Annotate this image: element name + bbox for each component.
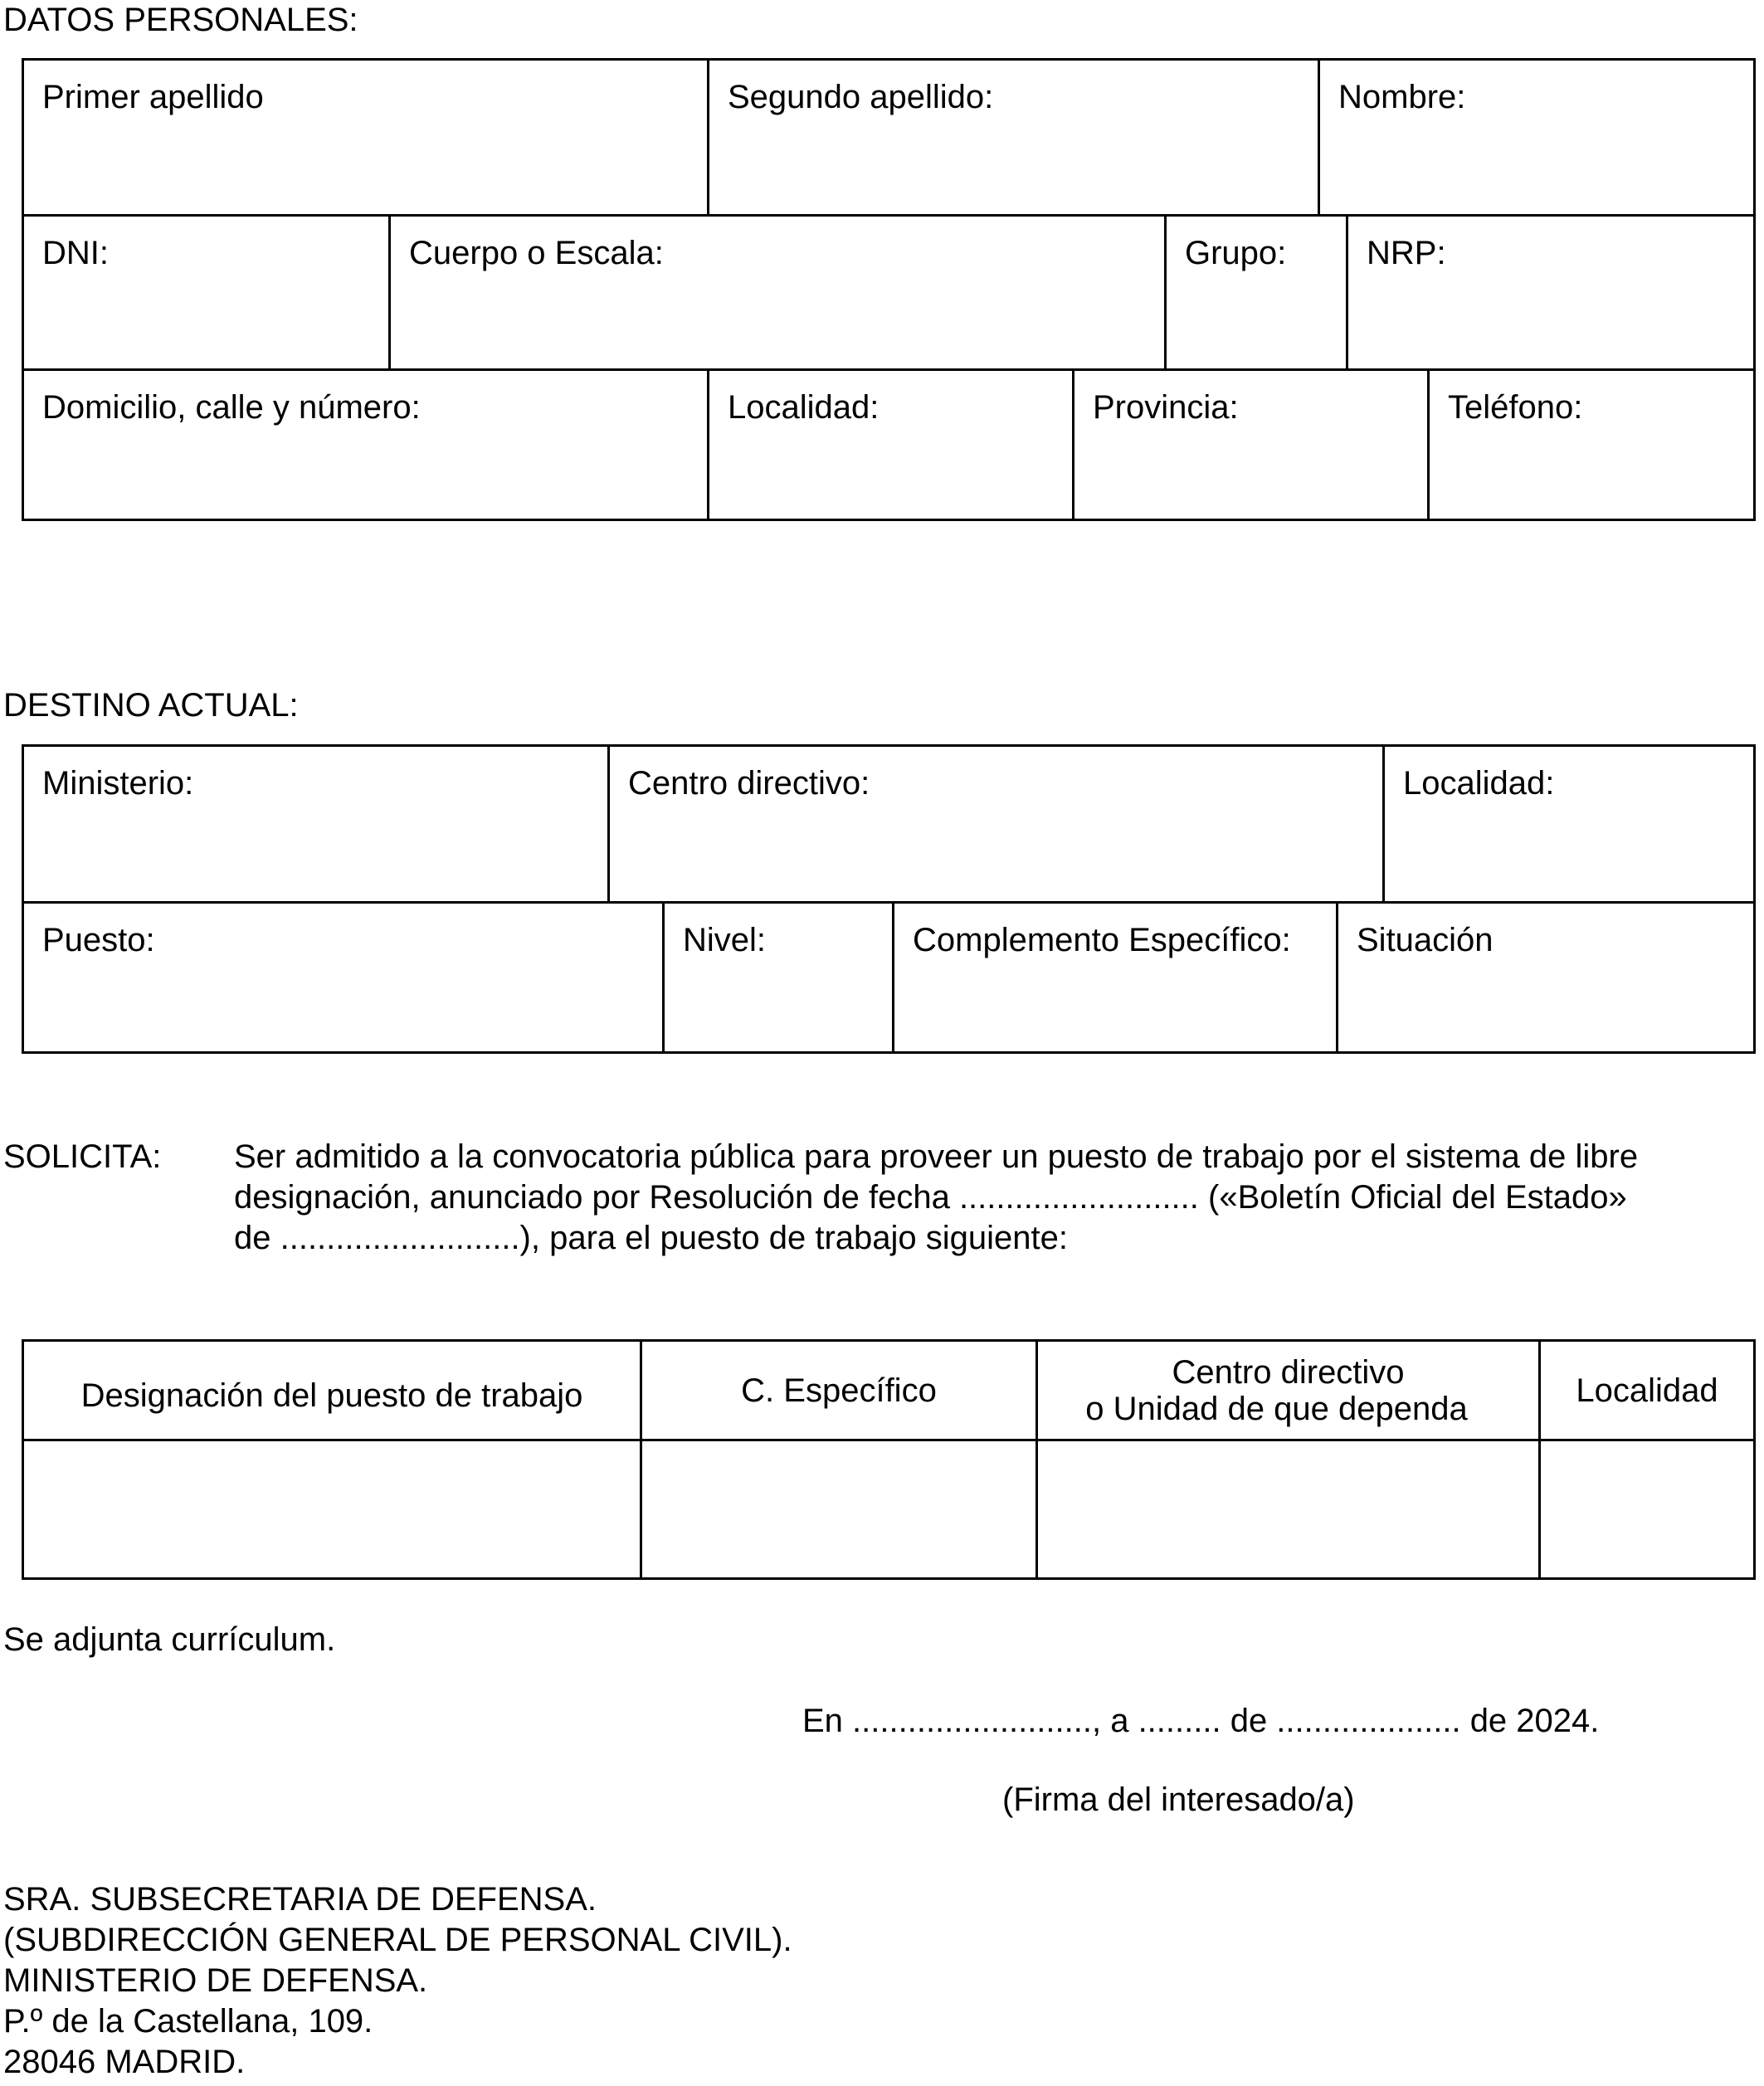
primer-apellido-label: Primer apellido [42, 79, 264, 115]
address-line-1: SRA. SUBSECRETARIA DE DEFENSA. [3, 1881, 597, 1918]
address-line-5: 28046 MADRID. [3, 2044, 246, 2080]
nrp-field[interactable] [1346, 214, 1753, 368]
centro-directivo-input-cell[interactable] [1035, 1439, 1538, 1577]
grupo-field[interactable] [1164, 214, 1346, 368]
nombre-label: Nombre: [1338, 79, 1466, 115]
puesto-solicitado-table [22, 1339, 1756, 1580]
nivel-label: Nivel: [683, 922, 767, 958]
header-designacion [24, 1342, 640, 1439]
domicilio-label: Domicilio, calle y número: [42, 389, 421, 426]
header-designacion-text: Designación del puesto de trabajo [80, 1377, 583, 1414]
designacion-input-cell[interactable] [24, 1439, 640, 1577]
localidad-input-cell[interactable] [1538, 1439, 1753, 1577]
destino-actual-table [22, 744, 1756, 1054]
header-centro-directivo-line-1: Centro directivo [1172, 1353, 1405, 1391]
centro-directivo-label: Centro directivo: [628, 765, 870, 802]
provincia-label: Provincia: [1093, 389, 1239, 426]
nombre-field[interactable] [1318, 61, 1753, 214]
dni-field[interactable] [24, 214, 388, 368]
situacion-label: Situación [1357, 922, 1494, 958]
provincia-field[interactable] [1072, 368, 1427, 519]
localidad-personal-field[interactable] [707, 368, 1072, 519]
header-localidad-text: Localidad [1576, 1372, 1718, 1409]
domicilio-field[interactable] [24, 368, 707, 519]
cuerpo-escala-field[interactable] [388, 214, 1164, 368]
section-title-datos-personales: DATOS PERSONALES: [3, 2, 358, 38]
complemento-especifico-label: Complemento Específico: [913, 922, 1291, 958]
header-c-especifico-text: C. Específico [741, 1372, 937, 1409]
datos-personales-table [22, 58, 1756, 521]
address-line-4: P.º de la Castellana, 109. [3, 2003, 373, 2040]
ministerio-field[interactable] [24, 747, 607, 901]
c-especifico-input-cell[interactable] [640, 1439, 1035, 1577]
localidad-destino-field[interactable] [1382, 747, 1753, 901]
header-centro-directivo [1035, 1342, 1538, 1439]
puesto-label: Puesto: [42, 922, 155, 958]
complemento-especifico-field[interactable] [892, 901, 1336, 1051]
nrp-label: NRP: [1367, 235, 1446, 271]
adjunta-curriculum: Se adjunta currículum. [3, 1621, 336, 1658]
localidad-destino-label: Localidad: [1403, 765, 1555, 802]
situacion-field[interactable] [1336, 901, 1753, 1051]
address-line-3: MINISTERIO DE DEFENSA. [3, 1962, 428, 1999]
solicita-label: SOLICITA: [3, 1138, 162, 1175]
solicita-line-3: de ..........................), para el puesto de trabajo siguiente: [234, 1220, 1068, 1256]
firma-label: (Firma del interesado/a) [1002, 1781, 1355, 1818]
primer-apellido-field[interactable] [24, 61, 707, 214]
ministerio-label: Ministerio: [42, 765, 194, 802]
header-localidad [1538, 1342, 1753, 1439]
address-line-2: (SUBDIRECCIÓN GENERAL DE PERSONAL CIVIL). [3, 1922, 792, 1958]
solicita-line-2: designación, anunciado por Resolución de fecha .......................... («Boletín Oficial del Estado» [234, 1179, 1627, 1216]
grupo-label: Grupo: [1185, 235, 1287, 271]
telefono-field[interactable] [1427, 368, 1753, 519]
header-c-especifico [640, 1342, 1035, 1439]
solicita-line-1: Ser admitido a la convocatoria pública para proveer un puesto de trabajo por el sistema de libre [234, 1138, 1639, 1175]
dni-label: DNI: [42, 235, 109, 271]
centro-directivo-field[interactable] [607, 747, 1382, 901]
cuerpo-escala-label: Cuerpo o Escala: [409, 235, 664, 271]
fecha-line: En .........................., a ......... de .................... de 2024. [802, 1703, 1600, 1739]
puesto-field[interactable] [24, 901, 662, 1051]
segundo-apellido-field[interactable] [707, 61, 1318, 214]
solicita-text [234, 1137, 1727, 1259]
address-block [3, 1879, 792, 2083]
header-centro-directivo-line-2: o Unidad de que dependa [1085, 1390, 1468, 1427]
segundo-apellido-label: Segundo apellido: [728, 79, 994, 115]
nivel-field[interactable] [662, 901, 892, 1051]
localidad-personal-label: Localidad: [728, 389, 880, 426]
section-title-destino-actual: DESTINO ACTUAL: [3, 687, 299, 724]
telefono-label: Teléfono: [1448, 389, 1583, 426]
